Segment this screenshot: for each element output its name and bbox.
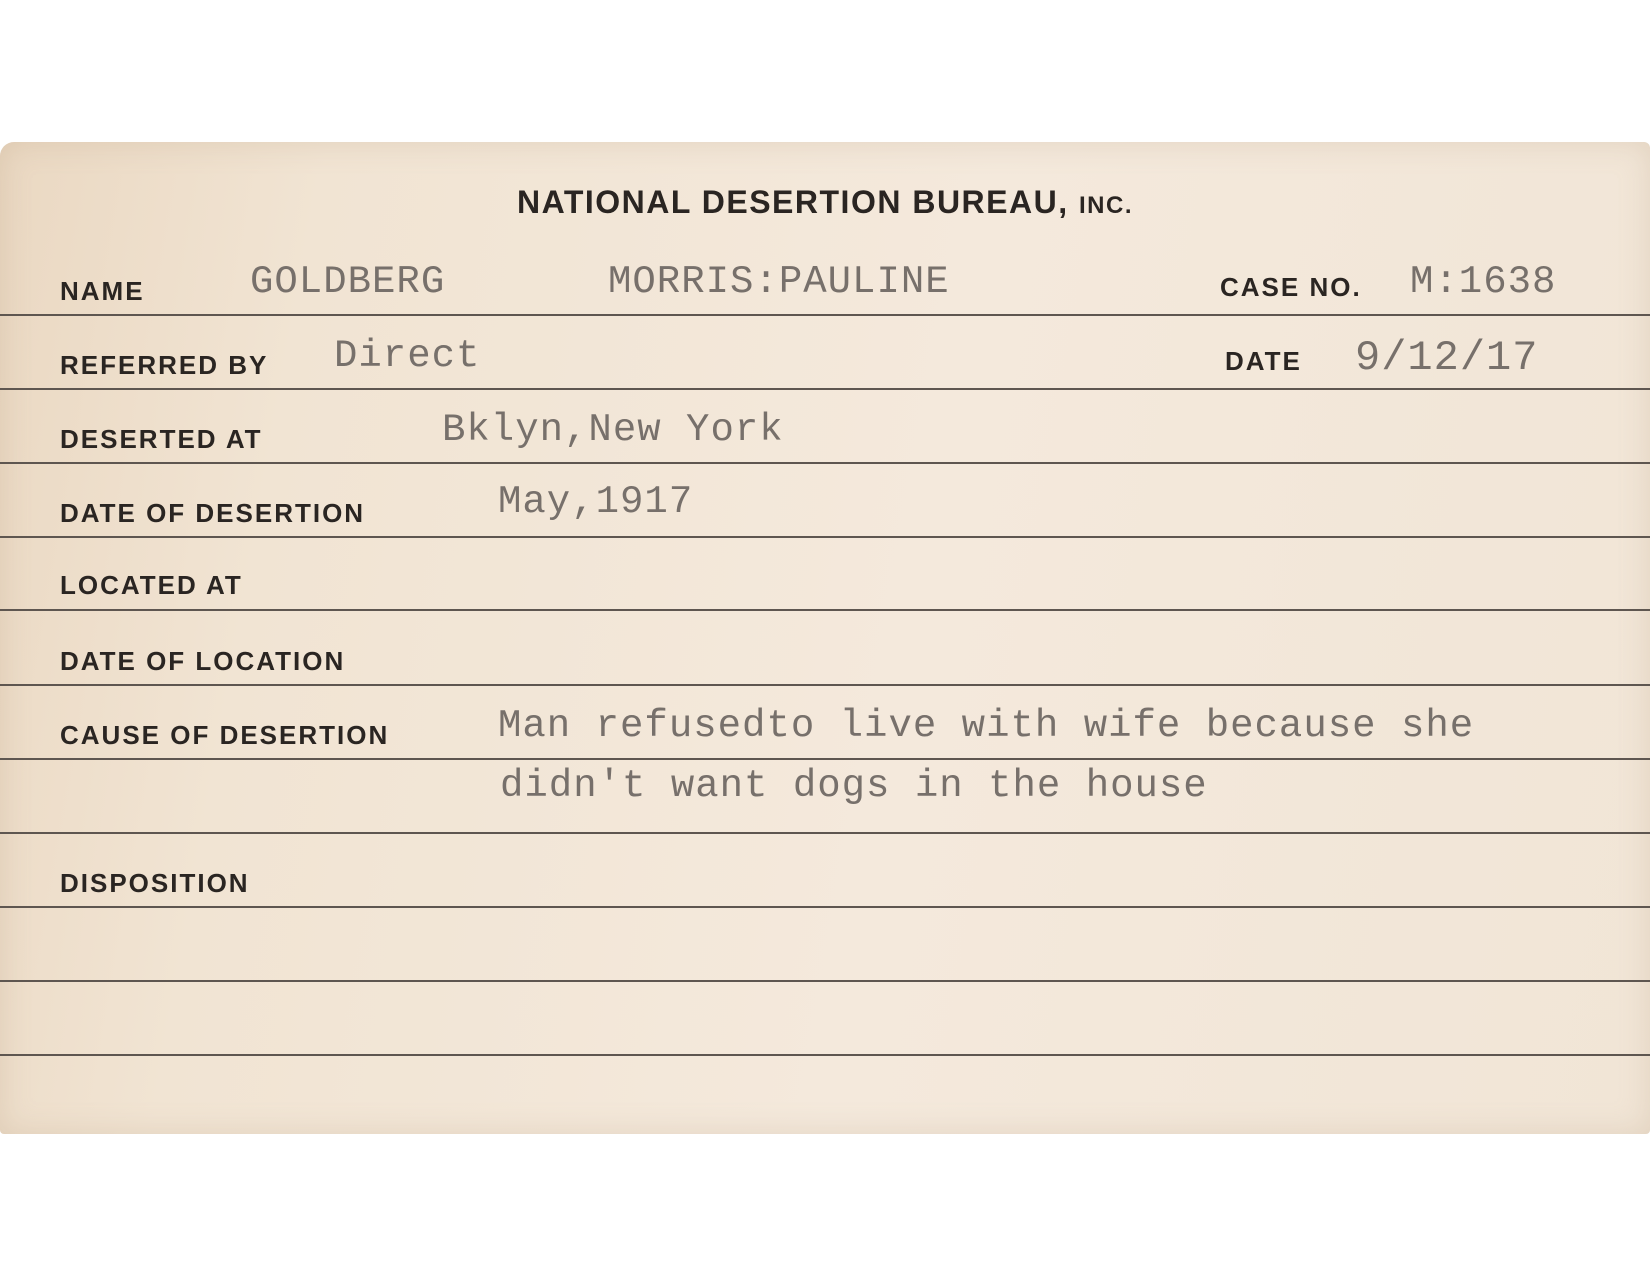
row-divider [0,758,1650,760]
row-divider [0,388,1650,390]
disposition-label: DISPOSITION [60,868,250,898]
referred-by-value: Direct [334,334,481,378]
name-surname-value: GOLDBERG [250,260,446,304]
row-divider [0,462,1650,464]
deserted-at-value: Bklyn,New York [442,408,784,452]
row-divider [0,609,1650,611]
case-no-value: M:1638 [1410,260,1557,304]
name-given-value: MORRIS:PAULINE [608,260,950,304]
card-title-text: NATIONAL DESERTION BUREAU, [517,184,1069,220]
cause-of-desertion-line-1: Man refusedto live with wife because she [498,704,1475,748]
row-divider [0,1054,1650,1056]
row-divider [0,314,1650,316]
cause-of-desertion-line-2: didn't want dogs in the house [500,764,1208,808]
date-of-desertion-value: May,1917 [498,480,694,524]
date-label: DATE [1225,346,1302,376]
case-no-label: CASE NO. [1220,272,1362,302]
row-divider [0,906,1650,908]
row-divider [0,980,1650,982]
index-card [0,142,1650,1134]
card-title-suffix: INC. [1079,192,1133,219]
name-label: NAME [60,276,145,306]
row-divider [0,832,1650,834]
located-at-label: LOCATED AT [60,570,243,600]
date-of-location-label: DATE OF LOCATION [60,646,346,676]
date-of-desertion-label: DATE OF DESERTION [60,498,366,528]
referred-by-label: REFERRED BY [60,350,269,380]
date-value: 9/12/17 [1355,334,1539,382]
row-divider [0,536,1650,538]
deserted-at-label: DESERTED AT [60,424,263,454]
cause-of-desertion-label: CAUSE OF DESERTION [60,720,390,750]
row-divider [0,684,1650,686]
card-title [0,184,1650,221]
